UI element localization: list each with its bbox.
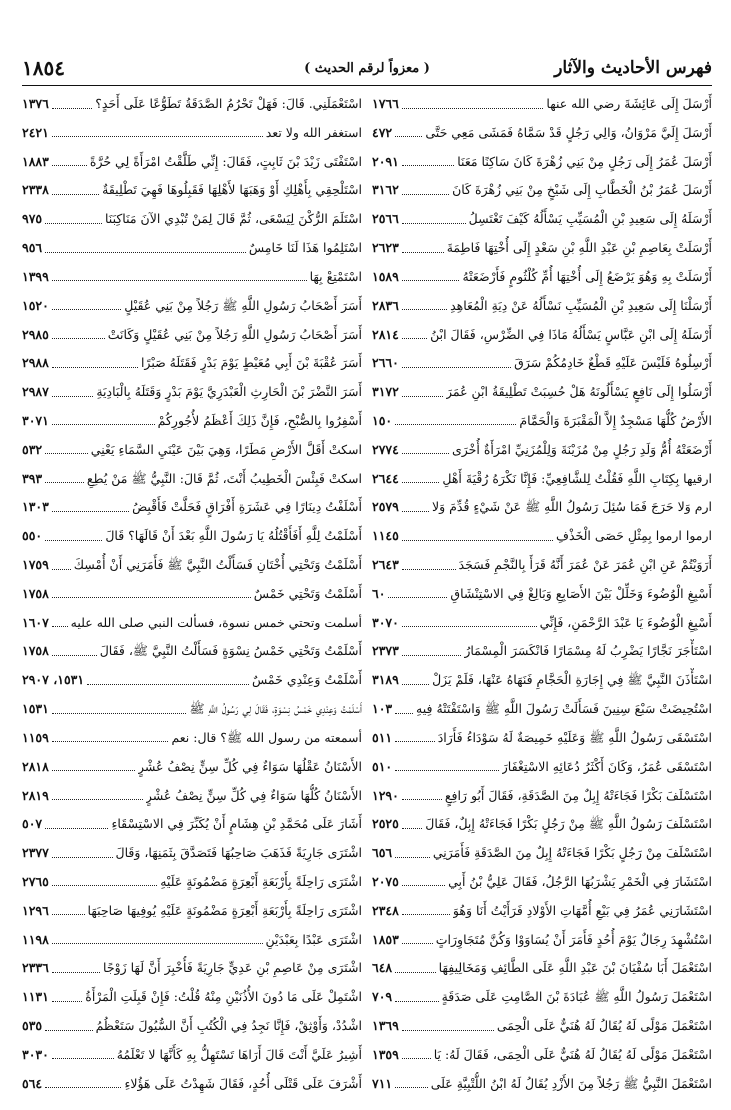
index-entry — [22, 150, 362, 174]
index-entry — [372, 207, 712, 231]
dot-leader — [52, 367, 138, 368]
hadith-number: ٢٧٧٤ — [372, 441, 399, 457]
dot-leader — [45, 828, 108, 829]
index-entry — [372, 956, 712, 980]
dot-leader — [402, 194, 449, 195]
dot-leader — [402, 885, 445, 886]
entry-text: اشْتَرَى عَبْدًا بِعَبْدَيْنِ — [265, 931, 362, 947]
hadith-number: ١٢٩٦ — [22, 902, 49, 918]
hadith-number: ٢٣٧٧ — [22, 845, 49, 861]
hadith-number: ٥١١ — [372, 729, 393, 745]
entry-text: أَسْلَمْتُ وَتَحْتِي خَمْسُ نِسْوَةٍ فَسَأَلْتُ النَّبِيَّ ﷺ، فَقَالَ — [99, 643, 362, 659]
index-entry — [22, 121, 362, 145]
entry-text: اسْتَعْمَلَنِي. قَالَ: فَهَلْ تَحْرُمُ الصَّدَقَةُ تَطَوُّعًا عَلَى أَحَدٍ؟ — [95, 96, 362, 111]
entry-text: أَرْسَلَتْ بِهِ وَهُوَ يَرْضَعُ إِلَى أُخْتِهَا أُمِّ كُلْثُومٍ فَأَرْضَعَتْهُ — [462, 268, 712, 284]
entry-text: أَرْسَلَ إِلَى عَائِشَةَ رضي الله عنها — [546, 96, 712, 111]
hadith-number: ٢٣٤٨ — [372, 902, 399, 918]
entry-text: أَرْسَلُوا إِلَى نَافِعٍ يَسْأَلُونَهُ هَلْ حُسِبَتْ تَطْلِيقَةُ ابْنِ عُمَرَ — [445, 384, 712, 400]
dot-leader — [402, 309, 447, 310]
entry-text: اشْتَرَى مِنْ عَاصِمِ بْنِ عَدِيٍّ جَارِيَةً فَأُخْبِرَ أَنَّ لَهَا زَوْجًا — [103, 960, 362, 976]
dot-leader — [402, 511, 429, 512]
entry-text: أَسْلَفْتُ دِينَارًا فِي عَشَرَةِ أَفْرَاقٍ فَحَلَّتْ فَأَقْبِضُ — [132, 499, 362, 515]
index-entry — [372, 985, 712, 1009]
entry-text: الأَرْضُ كُلُّهَا مَسْجِدٌ إِلاَّ الْمَقْبَرَةَ وَالْحَمَّامَ — [519, 412, 712, 428]
index-entry — [22, 611, 362, 635]
index-entry — [372, 668, 712, 692]
hadith-number: ١٥٨٩ — [372, 268, 399, 284]
hadith-number: ٥٦٤ — [22, 1075, 43, 1091]
index-entry — [372, 870, 712, 894]
index-entry — [372, 236, 712, 260]
entry-text: اسْتَسْقَى رَسُولُ اللَّهِ ﷺ وَعَلَيْهِ خَمِيصَةٌ لَهُ سَوْدَاءُ فَأَرَادَ — [437, 729, 712, 745]
hadith-number: ١٧٦٦ — [372, 96, 399, 111]
index-title: فهرس الأحاديث والآثار — [554, 58, 712, 78]
dot-leader — [388, 597, 447, 598]
index-entry — [22, 985, 362, 1009]
index-entry — [22, 351, 362, 375]
hadith-number: ١٣٦٩ — [372, 1018, 399, 1033]
index-entry — [22, 467, 362, 491]
index-entry — [372, 697, 712, 721]
dot-leader — [395, 136, 422, 137]
entry-text: اشْتَرَى جَارِيَةً فَذَهَبَ صَاحِبُهَا فَتَصَدَّقَ بِثَمَنِهَا، وَقَالَ — [115, 845, 362, 861]
dot-leader — [52, 655, 97, 656]
index-entry — [372, 812, 712, 836]
hadith-number: ٦٤٨ — [372, 960, 393, 976]
entry-text: اسْتُشْهِدَ رِجَالٌ يَوْمَ أُحُدٍ فَأَمَرَ أَنْ يُسَاوَوْا وَكُنَّ مُتَجَاوِرَاتٍ — [435, 931, 712, 947]
hadith-number: ١١٣١ — [22, 989, 49, 1005]
page-header — [22, 56, 712, 84]
entry-text: أَرَوَيْتُمْ عَنِ ابْنِ عُمَرَ عَنْ عُمَرَ أَنَّهُ قَرَأَ بِالنَّجْمِ فَسَجَدَ — [458, 557, 712, 572]
entry-text: أَرْسَلْنَا إِلَى سَعِيدِ بْنِ الْمُسَيِّبِ نَسْأَلُهُ عَنْ دِيَةِ الْمُعَاهِدِ — [450, 297, 712, 313]
index-entry — [22, 236, 362, 260]
dot-leader — [402, 223, 466, 224]
hadith-number: ٧٠٩ — [372, 989, 393, 1005]
entry-text: أَسْلَمْتُ وَعِنْدِي خَمْسٌ — [251, 672, 362, 688]
hadith-number: ١٨٨٣ — [22, 153, 49, 169]
dot-leader — [52, 857, 113, 858]
entry-text: اسْتَسْلَفَ مِنْ رَجُلٍ بَكْرًا فَجَاءَتْهُ إِبِلٌ مِنَ الصَّدَقَةِ فَأَمَرَنِي — [432, 845, 712, 861]
dot-leader — [402, 540, 553, 541]
entry-text: أَسَرَ أَصْحَابُ رَسُولِ اللَّهِ رَجُلاً مِنْ بَنِي عُقَيْلٍ وَكَانَتْ — [107, 326, 362, 342]
dot-leader — [402, 396, 443, 397]
dot-leader — [402, 943, 433, 944]
dot-leader — [395, 424, 516, 425]
index-entry — [372, 380, 712, 404]
entry-text: أَرْسَلَ عُمَرُ بْنُ الْخَطَّابِ إِلَى شَيْخٍ مِنْ بَنِي زُهْرَةَ كَانَ — [452, 182, 712, 198]
dot-leader — [45, 252, 246, 253]
index-entry — [22, 697, 362, 721]
dot-leader — [52, 194, 99, 195]
hadith-number: ١٣٥٩ — [372, 1046, 399, 1062]
dot-leader — [395, 770, 499, 771]
hadith-number: ٥٠٧ — [22, 816, 43, 832]
index-entry — [372, 92, 712, 116]
hadith-number: ٢٣٣٦ — [22, 960, 49, 976]
hadith-number: ٢٥٧٩ — [372, 499, 399, 515]
hadith-number: ٣٩٣ — [22, 470, 43, 486]
entry-text: أَسْبِغِ الْوُضُوءَ يَا عَبْدَ الرَّحْمَنِ، فَإِنِّي — [539, 614, 712, 630]
dot-leader — [52, 165, 87, 166]
index-entry — [372, 178, 712, 202]
entry-text: اشْتَرَى رَاحِلَةً بِأَرْبَعَةِ أَبْعِرَةٍ مَضْمُونَةٍ عَلَيْهِ يُوفِيهَا صَاحِبَهَا — [87, 902, 362, 918]
hadith-number: ١٧٥٩ — [22, 557, 49, 572]
hadith-number: ٥٣٢ — [22, 441, 43, 457]
index-entry — [22, 524, 362, 548]
dot-leader — [395, 741, 435, 742]
index-entry — [372, 1014, 712, 1038]
hadith-number: ٢٨٣٦ — [372, 297, 399, 313]
index-entry — [22, 956, 362, 980]
index-entry — [22, 812, 362, 836]
dot-leader — [402, 626, 537, 627]
entry-text: أَسْلَمْتُ وَتَحْتِي أُخْتَانِ فَسَأَلْتُ النَّبِيَّ ﷺ فَأَمَرَنِي أَنْ أُمْسِكَ — [73, 557, 362, 572]
entry-text: اسْتَعْمَلَ رَسُولُ اللَّهِ ﷺ عُبَادَةَ بْنَ الصَّامِتِ عَلَى صَدَقَةٍ — [441, 989, 712, 1005]
dot-leader — [52, 569, 71, 570]
index-entry — [372, 323, 712, 347]
entry-text: اشْدُدْ، وَأَوْثِقْ، فَإِنَّا نَجِدُ فِي الْكُتُبِ أَنَّ السُّيُولَ سَتَعْظُمُ — [95, 1018, 362, 1033]
dot-leader — [402, 799, 442, 800]
hadith-number: ٢٣٣٨ — [22, 182, 49, 198]
dot-leader — [402, 1058, 431, 1059]
index-page — [22, 56, 712, 1096]
index-entry — [372, 755, 712, 779]
index-entry — [372, 351, 712, 375]
hadith-number: ٣٠٣٠ — [22, 1046, 49, 1062]
dot-leader — [45, 540, 102, 541]
dot-leader — [402, 367, 511, 368]
entry-text: أَسَرَ أَصْحَابُ رَسُولِ اللَّهِ ﷺ رَجُلاً مِنْ بَنِي عُقَيْلٍ — [124, 297, 362, 313]
dot-leader — [87, 684, 249, 685]
dot-leader — [402, 108, 544, 109]
hadith-number: ٢٦٦٠ — [372, 355, 399, 371]
dot-leader — [52, 136, 263, 137]
entry-text: اسْتَشَارَنِي عُمَرُ فِي بَيْعِ أُمَّهَاتِ الأَوْلادِ فَرَأَيْتُ أَنَا وَهُوَ — [452, 902, 712, 918]
dot-leader — [402, 280, 460, 281]
index-entry — [22, 870, 362, 894]
dot-leader — [52, 943, 263, 944]
entry-text: اسْتَسْلَفَ بَكْرًا فَجَاءَتْهُ إِبِلٌ مِنَ الصَّدَقَةِ، فَقَالَ أَبُو رَافِعٍ — [444, 787, 712, 803]
dot-leader — [52, 770, 135, 771]
entry-text: اسكتْ أَقَلَّ الأَرْضِ مَطَرًا، وَهِيَ بَيْنَ عَيْنَيِ السَّمَاءِ يَعْنِي — [90, 441, 362, 457]
index-entry — [22, 265, 362, 289]
dot-leader — [395, 857, 430, 858]
hadith-number: ٩٧٥ — [22, 211, 43, 227]
entry-text: أَسَرَ النَّضْرَ بْنَ الْحَارِثِ الْعَبْدَرِيَّ يَوْمَ بَدْرٍ وَقَتَلَهُ بِالْبَادِيَةِ — [96, 384, 362, 400]
hadith-number: ٢٩٨٧ — [22, 384, 49, 400]
dot-leader — [52, 280, 307, 281]
entry-text: أَشِيرُ عَلَيَّ أَنْتَ قَالَ أَرَاهَا تَسْتَهِلُّ بِهِ كَأَنَّهَا لا تَعْلَمُهُ — [116, 1046, 362, 1062]
entry-text: ارموا ارموا بِمِثْلِ حَصَى الْخَذْفِ — [556, 528, 712, 544]
index-entry — [372, 726, 712, 750]
entry-text: أَشَارَ عَلَى مُحَمَّدِ بْنِ هِشَامٍ أَنْ يُكَبِّرَ فِي الاسْتِسْقَاءِ — [111, 816, 362, 832]
hadith-number: ٢٩٨٨ — [22, 355, 49, 371]
index-entry — [22, 639, 362, 663]
dot-leader — [402, 252, 444, 253]
dot-leader — [52, 972, 100, 973]
dot-leader — [402, 569, 456, 570]
entry-text: اسْتَمْتِعْ بِهَا — [309, 268, 362, 284]
dot-leader — [52, 396, 93, 397]
hadith-number: ٤٧٢ — [372, 124, 393, 140]
hadith-number: ١٥٠ — [372, 412, 393, 428]
entry-text: أَسْفِرُوا بِالصُّبْحِ، فَإِنَّ ذَلِكَ أَعْظَمُ لأُجُورِكُمْ — [157, 412, 362, 428]
hadith-number: ٦٥٦ — [372, 845, 393, 861]
index-entry — [22, 438, 362, 462]
hadith-number: ٦٠ — [372, 585, 386, 601]
index-entry — [372, 611, 712, 635]
hadith-number: ١٣٧٦ — [22, 96, 49, 111]
hadith-number: ١٠٣ — [372, 701, 393, 717]
entry-text: أَسْلَمْتُ وَتَحْتِي خَمْسٌ — [253, 585, 362, 601]
index-entry — [372, 841, 712, 865]
hadith-number: ١٥٢٠ — [22, 297, 49, 313]
index-entry — [22, 178, 362, 202]
entry-text: أَشْرَفَ عَلَى قَتْلَى أُحُدٍ، فَقَالَ شَهِدْتُ عَلَى هَؤُلاءِ — [124, 1075, 362, 1091]
index-entry — [372, 150, 712, 174]
entry-text: اسْتَلْحِقِي بِأَهْلِكِ أَوْ وَهَبَهَا لأَهْلِهَا فَقَبِلُوهَا فَهِيَ تَطْلِيقَةٌ — [102, 182, 362, 198]
dot-leader — [52, 338, 105, 339]
hadith-number: ٢٧٦٥ — [22, 873, 49, 889]
dot-leader — [402, 684, 429, 685]
index-entry — [372, 524, 712, 548]
entry-text: أَسْبِغِ الْوُضُوءَ وَخَلِّلْ بَيْنَ الأَصَابِعِ وَبَالِغْ فِي الاسْتِنْشَاقِ — [450, 585, 712, 601]
entry-text: اشْتَرَى رَاحِلَةً بِأَرْبَعَةِ أَبْعِرَةٍ مَضْمُونَةٍ عَلَيْهِ — [160, 873, 362, 889]
index-column-left — [22, 92, 362, 1096]
dot-leader — [52, 741, 169, 742]
hadith-number: ١٦٠٧ — [22, 614, 49, 630]
hadith-number: ٢٨١٩ — [22, 787, 49, 803]
hadith-number: ١٥٣١ — [22, 701, 49, 717]
dot-leader — [402, 482, 440, 483]
dot-leader — [52, 1001, 82, 1002]
index-entry — [22, 928, 362, 952]
hadith-number: ١١٥٩ — [22, 729, 49, 745]
entry-text: أَرْضَعَتْهُ أُمُّ وَلَدِ رَجُلٍ مِنْ مُزَيْنَةَ وَلِلْمُزَنِيِّ امْرَأَةٌ أُخْرَى — [452, 441, 712, 457]
header-rule — [22, 85, 712, 86]
dot-leader — [402, 165, 454, 166]
entry-text: اسْتَسْلَفَ رَسُولُ اللَّهِ ﷺ مِنْ رَجُلٍ بَكْرًا فَجَاءَتْهُ إِبِلٌ، فَقَالَ — [425, 816, 712, 832]
hadith-number: ٧١١ — [372, 1075, 393, 1091]
dot-leader — [45, 453, 88, 454]
entry-text: أسمعته من رسول الله ﷺ؟ قال: نعم — [171, 729, 362, 745]
index-entry — [372, 438, 712, 462]
entry-text: اسْتُحِيضَتْ سَبْعَ سِنِينَ فَسَأَلَتْ رَسُولَ اللَّهِ ﷺ وَاسْتَفْتَتْهُ فِيهِ — [416, 701, 712, 717]
hadith-number: ٢٥٦٦ — [372, 211, 399, 227]
index-entry — [22, 323, 362, 347]
entry-text: أَرْسَلَتْ بِعَاصِمِ بْنِ عَبْدِ اللَّهِ بْنِ سَعْدٍ إِلَى أُخْتِهَا فَاطِمَةَ — [446, 240, 712, 256]
index-entry — [22, 92, 362, 116]
hadith-number: ٢٣٧٣ — [372, 643, 399, 659]
hadith-number: ٢٠٩١ — [372, 153, 399, 169]
hadith-number: ١٣٩٩ — [22, 268, 49, 284]
hadith-number: ٣١٨٩ — [372, 672, 399, 688]
dot-leader — [52, 424, 155, 425]
dot-leader — [52, 914, 85, 915]
hadith-number: ٥١٠ — [372, 758, 393, 774]
page-number: ١٨٥٤ — [22, 56, 65, 80]
entry-text: الأَسْنَانُ عَقْلُهَا سَوَاءٌ فِي كُلِّ سِنٍّ نِصْفُ عُشْرٍ — [138, 758, 362, 774]
entry-text: الأَسْنَانُ كُلُّهَا سَوَاءٌ فِي كُلِّ سِنٍّ نِصْفُ عُشْرٍ — [145, 787, 362, 803]
entry-text: اسْتَأْذَنَ النَّبِيَّ ﷺ فِي إِجَارَةِ الْحَجَّامِ فَنَهَاهُ عَنْهَا، فَلَمْ يَزَلْ — [432, 672, 712, 688]
entry-text: استغفر الله ولا تعد — [265, 124, 362, 140]
hadith-number: ٥٥٠ — [22, 528, 43, 544]
index-entry — [22, 899, 362, 923]
entry-text: اسْتَفْتَى زَيْدَ بْنَ ثَابِتٍ، فَقَالَ: إِنِّي طَلَّقْتُ امْرَأَةً لِي حُرَّةً — [89, 153, 362, 169]
entry-text: اسْتَلَمَ الرُّكْنَ لِيَسْعَى، ثُمَّ قَالَ لِمَنْ تُبْدِي الآنَ مَنَاكِبَنَا — [105, 211, 362, 227]
dot-leader — [52, 799, 143, 800]
index-entry — [372, 928, 712, 952]
index-entry — [22, 1043, 362, 1067]
entry-text: ارقيها بِكِتَابِ اللَّهِ فَقُلْتُ لِلشَّافِعِيِّ: فَإِنَّا نَكْرَهُ رُقْيَةَ أَهْلِ — [442, 470, 712, 486]
hadith-number: ١١٤٥ — [372, 528, 399, 544]
index-entry — [372, 553, 712, 577]
hadith-number: ١٧٥٨ — [22, 643, 49, 659]
entry-text: اسْتَعْمَلَ مَوْلًى لَهُ يُقَالُ لَهُ هُنَيٌّ عَلَى الْحِمَى — [496, 1018, 712, 1033]
entry-text: أَرْسِلُوهُ فَلَيْسَ عَلَيْهِ قَطْعٌ خَادِمُكُمْ سَرَقَ — [514, 355, 712, 371]
index-entry — [22, 553, 362, 577]
hadith-number: ١٣٠٣ — [22, 499, 49, 515]
index-entry — [372, 899, 712, 923]
dot-leader — [52, 626, 68, 627]
index-entry — [372, 409, 712, 433]
index-entry — [22, 582, 362, 606]
hadith-number: ٣١٧٢ — [372, 384, 399, 400]
dot-leader — [402, 828, 422, 829]
hadith-number: ٢٤٢١ — [22, 124, 49, 140]
dot-leader — [45, 223, 102, 224]
index-entry — [372, 784, 712, 808]
entry-text: أَرْسَلَ عُمَرُ إِلَى رَجُلٍ مِنْ بَنِي زُهْرَةَ كَانَ سَاكِنًا مَعَنَا — [457, 153, 712, 169]
hadith-number: ١٥٣١، ٢٩٠٧ — [22, 672, 85, 688]
dot-leader — [402, 453, 449, 454]
index-entry — [372, 1072, 712, 1096]
index-entry — [22, 841, 362, 865]
entry-text: أَسْلَمْتُ لِلَّهِ أَفَأَقْتُلُهُ يَا رَسُولَ اللَّهِ بَعْدَ أَنْ قَالَهَا؟ قَالَ — [105, 528, 362, 544]
dot-leader — [395, 1001, 438, 1002]
entry-text: أسلمت وتحتي خمس نسوة، فسألت النبي صلى الله عليه — [70, 614, 362, 630]
hadith-number: ٢٨١٨ — [22, 758, 49, 774]
index-entry — [22, 726, 362, 750]
hadith-number: ٢٦٤٣ — [372, 557, 399, 572]
hadith-number: ٢٦٤٤ — [372, 470, 399, 486]
hadith-number: ٣٠٧١ — [22, 412, 49, 428]
dot-leader — [45, 482, 84, 483]
index-column-right — [372, 92, 712, 1096]
dot-leader — [402, 655, 461, 656]
dot-leader — [52, 309, 121, 310]
hadith-number: ٢٥٢٥ — [372, 816, 399, 832]
dot-leader — [402, 1030, 494, 1031]
dot-leader — [45, 1030, 92, 1031]
entry-text: اسْتَشَارَ فِي الْخَمْرِ يَشْرَبُهَا الرَّجُلُ، فَقَالَ عَلِيُّ بْنُ أَبِي — [448, 873, 712, 889]
dot-leader — [52, 885, 157, 886]
entry-text: اسْتَسْقَى عُمَرُ، وَكَانَ أَكْثَرُ دُعَائِهِ الاسْتِغْفَارَ — [501, 758, 712, 774]
hadith-number: ٢٦٢٣ — [372, 240, 399, 256]
hadith-number: ١٢٩٠ — [372, 787, 399, 803]
index-entry — [22, 784, 362, 808]
hadith-number: ١٨٥٣ — [372, 931, 399, 947]
index-entry — [372, 639, 712, 663]
entry-text: ارم وَلا حَرَجَ فَمَا سُئِلَ رَسُولُ اللَّهِ ﷺ عَنْ شَيْءٍ قُدِّمَ وَلا — [432, 499, 712, 515]
dot-leader — [395, 1087, 428, 1088]
dot-leader — [52, 713, 187, 714]
index-entry — [372, 582, 712, 606]
index-entry — [22, 668, 362, 692]
hadith-number: ٣٠٧٠ — [372, 614, 399, 630]
index-entry — [372, 121, 712, 145]
index-entry — [22, 1072, 362, 1096]
index-entry — [372, 467, 712, 491]
hadith-number: ٢٨١٤ — [372, 326, 399, 342]
dot-leader — [402, 338, 427, 339]
dot-leader — [52, 108, 92, 109]
dot-leader — [52, 1058, 114, 1059]
entry-text: اسْتَأْجَرَ نَجَّارًا يَضْرِبُ لَهُ مِسْمَارًا فَانْكَسَرَ الْمِسْمَارُ — [464, 643, 712, 659]
hadith-number: ٢٠٧٥ — [372, 873, 399, 889]
dot-leader — [52, 597, 251, 598]
index-entry — [22, 495, 362, 519]
dot-leader — [395, 713, 413, 714]
index-entry — [372, 265, 712, 289]
index-entry — [372, 294, 712, 318]
dot-leader — [402, 914, 450, 915]
dot-leader — [395, 972, 436, 973]
entry-text: اسكتْ فَبِئْسَ الْخَطِيبُ أَنْتَ، ثُمَّ قَالَ: النَّبِيُّ ﷺ مَنْ يُطِعِ — [86, 470, 362, 486]
entry-text: اسْتَلِمُوا هَذَا لَنَا خَامِسٌ — [248, 240, 362, 256]
dot-leader — [52, 511, 129, 512]
entry-text: أَرْسَلَ إِلَيَّ مَرْوَانُ، وَالِي رَجُلٍ قَدْ سَمَّاهُ فَمَشَى مَعِي حَتَّى — [425, 124, 712, 140]
entry-text: أَرْسَلَهُ إِلَى سَعِيدِ بْنِ الْمُسَيِّبِ يَسْأَلُهُ كَيْفَ تَغْتَسِلُ — [468, 211, 712, 227]
index-entry — [22, 380, 362, 404]
index-subtitle: ( معزواً لرقم الحديث ) — [304, 61, 430, 76]
index-entry — [22, 409, 362, 433]
entry-text: أَرْسَلَهُ إِلَى ابْنِ عَبَّاسٍ يَسْأَلُهُ مَاذَا فِي الضِّرْسِ، فَقَالَ ابْنُ — [430, 326, 712, 342]
index-entry — [372, 1043, 712, 1067]
hadith-number: ٩٥٦ — [22, 240, 43, 256]
index-entry — [22, 1014, 362, 1038]
hadith-number: ٥٣٥ — [22, 1018, 43, 1033]
hadith-number: ٢٩٨٥ — [22, 326, 49, 342]
entry-text: اسْتَعْمَلَ أَبَا سُفْيَانَ بْنَ عَبْدِ اللَّهِ عَلَى الطَّائِفِ وَمَخَالِيفِهَا — [438, 960, 712, 976]
entry-text: أَسْلَمْتُ وَعِنْدِي خَمْسُ نِسْوَةٍ، فَقَالَ لِي رَسُولُ اللَّهِ ﷺ — [189, 701, 362, 717]
dot-leader — [45, 1087, 121, 1088]
index-entry — [22, 755, 362, 779]
entry-text: اسْتَعْمَلَ النَّبِيُّ ﷺ رَجُلاً مِنَ الأَزْدِ يُقَالُ لَهُ ابْنُ اللُّتْبِيَّةِ عَلَى — [430, 1075, 712, 1091]
hadith-number: ١١٩٨ — [22, 931, 49, 947]
entry-text: أَسَرَ عُقْبَةَ بْنَ أَبِي مُعَيْطٍ يَوْمَ بَدْرٍ فَقَتَلَهُ صَبْرًا — [140, 355, 362, 371]
hadith-number: ١٧٥٨ — [22, 585, 49, 601]
entry-text: اشْتَمِلْ عَلَى مَا دُونَ الأُذُنَيْنِ مِنْهُ قُلْتُ: فَإِنْ قَبِلَتِ الْمَرْأَةُ — [85, 989, 362, 1005]
hadith-number: ٣١٦٢ — [372, 182, 399, 198]
entry-text: اسْتَعْمَلَ مَوْلًى لَهُ يُقَالُ لَهُ هُنَيٌّ عَلَى الْحِمَى، فَقَالَ لَهُ: يَا — [433, 1046, 712, 1062]
index-entry — [372, 495, 712, 519]
index-entry — [22, 207, 362, 231]
index-entry — [22, 294, 362, 318]
